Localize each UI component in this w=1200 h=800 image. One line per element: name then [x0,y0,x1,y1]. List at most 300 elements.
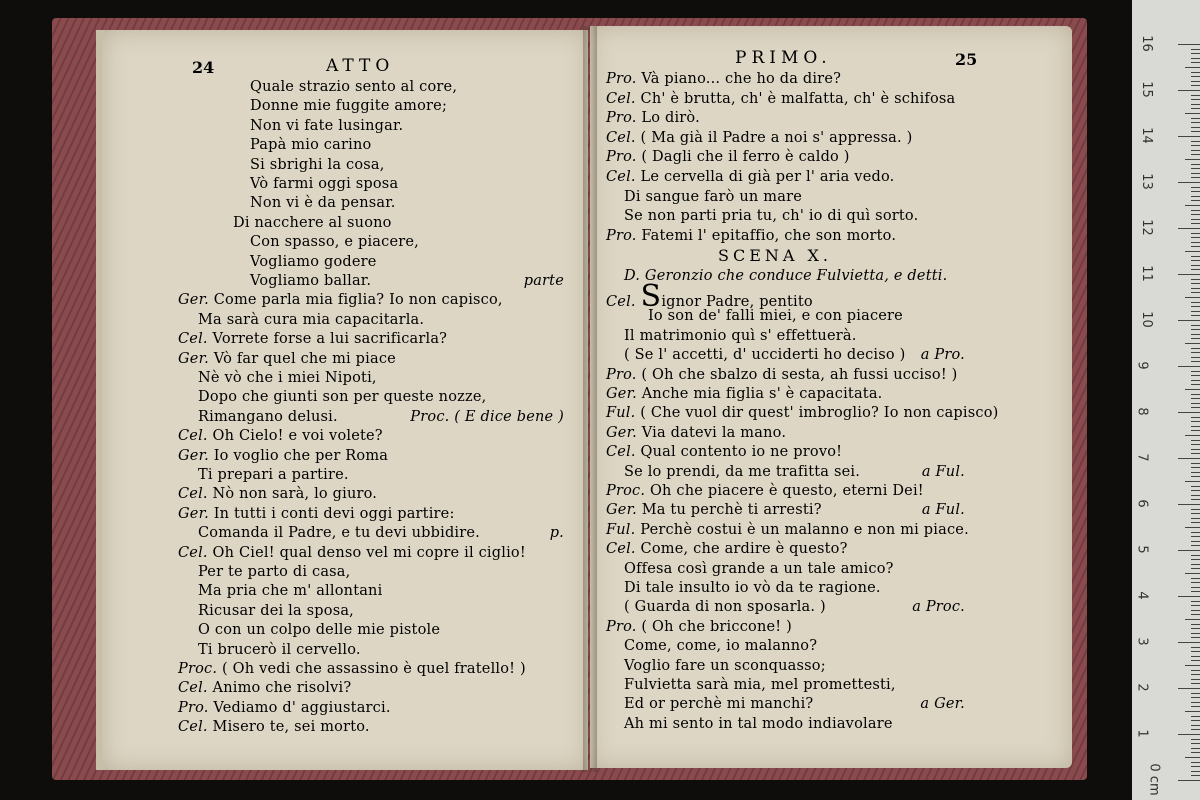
ruler-tick [1178,642,1200,643]
text-line [624,188,802,206]
line-text: Ricusar dei la sposa, [198,602,354,619]
ruler-tick [1191,85,1200,86]
ruler-tick [1191,292,1200,293]
text-line [250,78,457,96]
ruler-tick [1191,702,1200,703]
ruler-tick [1191,775,1200,776]
speaker-abbreviation: Pro. [606,227,637,244]
ruler-number: 0 cm [1146,763,1162,796]
line-text: Offesa così grande a un tale amico? [624,560,894,577]
ruler-tick [1178,734,1200,735]
ruler-tick [1191,499,1200,500]
text-line [250,253,377,271]
ruler-tick [1191,210,1200,211]
ruler-tick [1191,739,1200,740]
line-text: Oh Cielo! e voi volete? [212,428,383,445]
ruler-tick [1191,637,1200,638]
ruler-tick [1191,352,1200,353]
ruler-tick [1191,532,1200,533]
text-line [198,563,350,581]
ruler-tick [1191,536,1200,537]
line-text: Anche mia figlia s' è capacitata. [641,386,883,402]
stage-aside: a Ful. [921,502,965,519]
line-text: Fatemi l' epitaffio, che son morto. [641,227,897,244]
stage-aside: Proc. ( E dice bene ) [410,408,564,425]
line-text: Fulvietta sarà mia, mel promettesti, [624,677,896,693]
ruler-tick [1185,159,1200,160]
line-text: Con spasso, e piacere, [250,234,419,251]
text-line [624,637,817,655]
ruler-tick [1178,458,1200,459]
line-text: Di tale insulto io vò da te ragione. [624,580,881,596]
ruler-number: 3 [1134,637,1150,646]
ruler-number: 15 [1138,81,1154,98]
ruler-tick [1191,725,1200,726]
text-line [178,427,383,445]
ruler-tick [1191,288,1200,289]
ruler-tick [1191,104,1200,105]
text-line [250,272,371,290]
line-text: Rimangano delusi. [198,408,338,425]
text-line [606,501,822,519]
ruler-tick [1191,679,1200,680]
ruler-tick [1191,587,1200,588]
ruler-number: 9 [1134,361,1150,370]
line-text: Animo che risolvi? [212,680,352,697]
line-text: Vogliamo ballar. [250,273,372,289]
text-line [250,194,396,212]
speaker-abbreviation: Cel. [178,719,208,736]
line-text: Qual contento io ne provo! [640,444,843,461]
ruler-tick [1191,150,1200,151]
speaker-abbreviation: Pro. [606,366,637,383]
text-line [198,524,480,542]
ruler-tick [1191,380,1200,381]
ruler-tick [1191,219,1200,220]
ruler-number: 13 [1138,173,1154,190]
ruler-tick [1191,582,1200,583]
ruler-tick [1191,674,1200,675]
ruler-tick [1191,417,1200,418]
ruler-tick [1191,706,1200,707]
ruler-tick [1185,619,1200,620]
speaker-abbreviation: Cel. [178,544,208,561]
ruler-tick [1178,366,1200,367]
ruler-tick [1191,348,1200,349]
ruler-tick [1191,651,1200,652]
speaker-abbreviation: Ger. [178,447,209,464]
ruler-tick [1178,44,1200,45]
speaker-abbreviation: Ger. [178,350,209,367]
ruler-tick [1191,541,1200,542]
text-line [198,311,424,329]
ruler-tick [1191,670,1200,671]
ruler-tick [1191,490,1200,491]
ruler-tick [1191,371,1200,372]
ruler-tick [1178,412,1200,413]
speaker-abbreviation: Cel. [178,680,208,697]
ruler-tick [1191,279,1200,280]
ruler-tick [1191,164,1200,165]
ruler-tick [1191,426,1200,427]
text-line [250,136,371,154]
ruler-tick [1191,633,1200,634]
ruler-tick [1191,122,1200,123]
ruler-tick [1191,683,1200,684]
text-line [624,207,918,225]
ruler-tick [1185,435,1200,436]
ruler-tick [1185,573,1200,574]
speaker-abbreviation: Proc. [178,661,218,677]
text-line [606,618,792,636]
ruler-tick [1191,467,1200,468]
ruler-tick [1185,527,1200,528]
ruler-number: 5 [1134,545,1150,554]
line-text: Ah mi sento in tal modo indiavolare [624,715,893,732]
text-line [178,660,526,678]
ruler-tick [1191,325,1200,326]
ruler-tick [1191,729,1200,730]
ruler-tick [1191,260,1200,261]
ruler-tick [1191,421,1200,422]
text-line [198,621,440,639]
line-text: Voglio fare un sconquasso; [624,657,826,674]
ruler-tick [1191,697,1200,698]
ruler-tick [1191,495,1200,496]
line-text: Come, che ardire è questo? [640,541,848,558]
ruler-tick [1191,472,1200,473]
speaker-abbreviation: Ger. [606,502,637,519]
ruler-tick [1191,196,1200,197]
line-text: O con un colpo delle mie pistole [198,622,441,639]
ruler-tick [1178,688,1200,689]
ruler-tick [1191,578,1200,579]
ruler-tick [1191,302,1200,303]
text-line [198,388,486,406]
text-line [250,117,403,135]
line-text: Via datevi la mano. [641,424,787,441]
ruler-tick [1191,306,1200,307]
line-text: ( Guarda di non sposarla. ) [624,599,826,616]
ruler-tick [1191,214,1200,215]
scene-title: SCENA X. [718,246,832,265]
speaker-abbreviation: Cel. [606,90,636,107]
text-line [178,718,370,736]
ruler-tick [1191,154,1200,155]
line-text: Per te parto di casa, [198,564,351,580]
ruler-tick [1191,771,1200,772]
ruler-tick [1191,624,1200,625]
text-line [198,602,354,620]
ruler-tick [1185,251,1200,252]
ruler-tick [1191,246,1200,247]
page-number-right: 25 [955,50,978,69]
line-text: ( Oh che sbalzo di sesta, ah fussi ucciso! ) [641,366,958,383]
speaker-abbreviation: Ful. [606,405,636,422]
ruler-tick [1191,200,1200,201]
speaker-abbreviation: Pro. [178,699,209,716]
ruler-tick [1191,430,1200,431]
ruler-tick [1191,522,1200,523]
ruler-number: 1 [1134,729,1150,738]
ruler-tick [1191,177,1200,178]
text-line [198,582,382,600]
speaker-abbreviation: Ger. [606,424,637,441]
line-text: Ma sarà cura mia capacitarla. [198,311,425,328]
ruler-tick [1191,605,1200,606]
line-text: ( Oh vedi che assassino è quel fratello! ) [221,661,526,677]
stage-aside: p. [549,525,564,542]
line-text: Ti prepari a partire. [198,467,349,483]
ruler-tick [1191,118,1200,119]
text-line [624,346,906,364]
text-line [198,466,349,484]
line-text: Vorrete forse a lui sacrificarla? [212,331,448,348]
text-line [606,482,924,500]
ruler-tick [1178,780,1200,781]
text-line [606,168,894,186]
ruler-tick [1191,108,1200,109]
speaker-abbreviation: Cel. [178,331,208,348]
ruler-tick [1191,269,1200,270]
text-line [198,408,338,426]
stage-aside: a Ger. [920,696,965,713]
ruler-tick [1185,711,1200,712]
line-text: Misero te, sei morto. [212,719,370,736]
line-text: Donne mie fuggite amore; [250,98,448,115]
ruler-tick [1191,145,1200,146]
text-line [250,156,385,174]
line-text: Quale strazio sento al core, [250,79,458,95]
line-text: Si sbrighi la cosa, [250,156,385,173]
ruler-tick [1191,660,1200,661]
line-text: Oh Ciel! qual denso vel mi copre il ciglio! [212,544,526,561]
ruler-tick [1191,518,1200,519]
line-text: Vogliamo godere [250,253,377,270]
line-text: Lo dirò. [641,110,700,127]
text-line [624,579,881,597]
speaker-abbreviation: Cel. [606,129,636,146]
ruler-tick [1191,766,1200,767]
ruler-tick [1185,665,1200,666]
page-number-left: 24 [192,58,215,77]
ruler-tick [1191,743,1200,744]
ruler-tick [1191,398,1200,399]
ruler-number: 6 [1134,499,1150,508]
ruler-tick [1191,256,1200,257]
line-text: Vediamo d' aggiustarci. [213,699,391,716]
ruler-tick [1191,564,1200,565]
measuring-ruler [1132,0,1200,800]
ruler-tick [1185,113,1200,114]
line-text: Io son de' falli miei, e con piacere [648,308,903,325]
ruler-tick [1191,591,1200,592]
line-text: ( Dagli che il ferro è caldo ) [641,149,850,166]
ruler-tick [1191,555,1200,556]
speaker-abbreviation: Cel. [606,294,636,310]
line-text: ( Ma già il Padre a noi s' appressa. ) [640,129,913,146]
ruler-tick [1191,647,1200,648]
text-line [178,447,388,465]
text-line [250,233,419,251]
line-text: Se lo prendi, da me trafitta sei. [624,463,861,480]
speaker-abbreviation: Pro. [606,149,637,166]
ruler-tick [1191,168,1200,169]
ruler-tick [1191,486,1200,487]
speaker-abbreviation: Ful. [606,521,636,538]
text-line [606,424,786,442]
speaker-abbreviation: Cel. [606,169,636,185]
text-line [178,485,377,503]
text-line [198,641,361,659]
stage-aside: a Proc. [912,599,965,616]
ruler-tick [1191,601,1200,602]
line-text: Se non parti pria tu, ch' io di quì sorto. [624,208,919,225]
line-text: Ma tu perchè ti arresti? [641,502,822,519]
ruler-tick [1191,545,1200,546]
ruler-tick [1191,62,1200,63]
line-text: Come parla mia figlia? Io non capisco, [213,292,503,309]
ruler-tick [1178,136,1200,137]
ruler-tick [1191,403,1200,404]
ruler-tick [1191,265,1200,266]
ruler-number: 14 [1138,127,1154,144]
text-line [606,70,841,88]
speaker-abbreviation: Pro. [606,110,637,127]
ruler-tick [1191,656,1200,657]
text-line [233,214,392,232]
line-text: Ed or perchè mi manchi? [624,696,814,713]
ruler-tick [1191,628,1200,629]
line-text: Dopo che giunti son per queste nozze, [198,389,487,406]
text-line [606,366,958,384]
text-line [624,463,860,481]
line-text: Ch' è brutta, ch' è malfatta, ch' è schifosa [640,90,956,107]
ruler-tick [1191,334,1200,335]
ruler-tick [1191,95,1200,96]
speaker-abbreviation: Ger. [606,386,637,402]
text-line [178,679,351,697]
line-text: Signor Padre, pentito [640,279,813,314]
running-head-right: PRIMO. [735,48,832,68]
speaker-abbreviation: Ger. [178,292,209,309]
ruler-tick [1191,568,1200,569]
line-text: Ma pria che m' allontani [198,583,383,600]
ruler-number: 12 [1138,219,1154,236]
line-text: Perchè costui è un malanno e non mi piace. [640,521,969,538]
text-line [606,129,912,147]
ruler-tick [1191,233,1200,234]
ruler-tick [1178,550,1200,551]
ruler-tick [1191,513,1200,514]
ruler-tick [1191,693,1200,694]
ruler-tick [1191,223,1200,224]
ruler-tick [1191,752,1200,753]
text-line [178,544,526,562]
ruler-tick [1191,173,1200,174]
ruler-tick [1178,274,1200,275]
speaker-abbreviation: Ger. [178,505,209,522]
line-text: Come, come, io malanno? [624,638,818,655]
text-line [178,291,503,309]
ruler-tick [1191,407,1200,408]
ruler-tick [1191,315,1200,316]
line-text: ( Che vuol dir quest' imbroglio? Io non capisco) [640,405,999,422]
ruler-number: 11 [1138,265,1154,282]
line-text: Vò farmi oggi sposa [250,176,399,192]
ruler-tick [1191,375,1200,376]
ruler-tick [1191,476,1200,477]
ruler-number: 8 [1134,407,1150,416]
ruler-tick [1178,504,1200,505]
ruler-tick [1191,187,1200,188]
ruler-tick [1185,481,1200,482]
speaker-abbreviation: Cel. [178,428,208,445]
stage-aside: a Pro. [920,347,965,364]
ruler-tick [1191,242,1200,243]
ruler-tick [1191,384,1200,385]
stage-aside: a Ful. [921,463,965,480]
ruler-tick [1191,127,1200,128]
ruler-number: 2 [1134,683,1150,692]
text-line [606,443,842,461]
speaker-abbreviation: Cel. [606,541,636,558]
ruler-number: 4 [1134,591,1150,600]
text-line [178,330,447,348]
stage-direction: D. Geronzio che conduce Fulvietta, e detti. [624,268,948,284]
ruler-tick [1178,228,1200,229]
text-line [624,695,813,713]
ruler-tick [1191,559,1200,560]
ruler-tick [1191,237,1200,238]
running-head-left: ATTO [326,56,395,76]
line-text: Vò far quel che mi piace [213,350,396,367]
text-line [624,598,826,616]
text-line [624,676,896,694]
line-text: Non vi fate lusingar. [250,117,404,134]
text-line [606,404,999,422]
ruler-tick [1185,757,1200,758]
line-text: In tutti i conti devi oggi partire: [213,505,455,522]
ruler-tick [1178,182,1200,183]
ruler-tick [1178,320,1200,321]
text-line [606,227,896,245]
line-text: Và piano... che ho da dire? [641,71,842,87]
speaker-abbreviation: Cel. [178,486,208,503]
line-text: Comanda il Padre, e tu devi ubbidire. [198,525,480,542]
ruler-tick [1191,338,1200,339]
ruler-tick [1191,49,1200,50]
line-text: ( Se l' accetti, d' ucciderti ho deciso ) [624,347,906,364]
text-line [606,521,969,539]
ruler-tick [1191,453,1200,454]
text-line [606,540,848,558]
text-line [648,307,903,325]
text-line [606,385,882,403]
ruler-tick [1178,596,1200,597]
line-text: Papà mio carino [250,137,372,154]
ruler-tick [1191,283,1200,284]
ruler-tick [1191,311,1200,312]
ruler-tick [1185,67,1200,68]
ruler-tick [1185,343,1200,344]
line-text: Io voglio che per Roma [213,447,389,464]
ruler-tick [1185,389,1200,390]
line-text: Di nacchere al suono [233,214,392,231]
ruler-tick [1191,357,1200,358]
ruler-tick [1191,610,1200,611]
ruler-tick [1191,191,1200,192]
